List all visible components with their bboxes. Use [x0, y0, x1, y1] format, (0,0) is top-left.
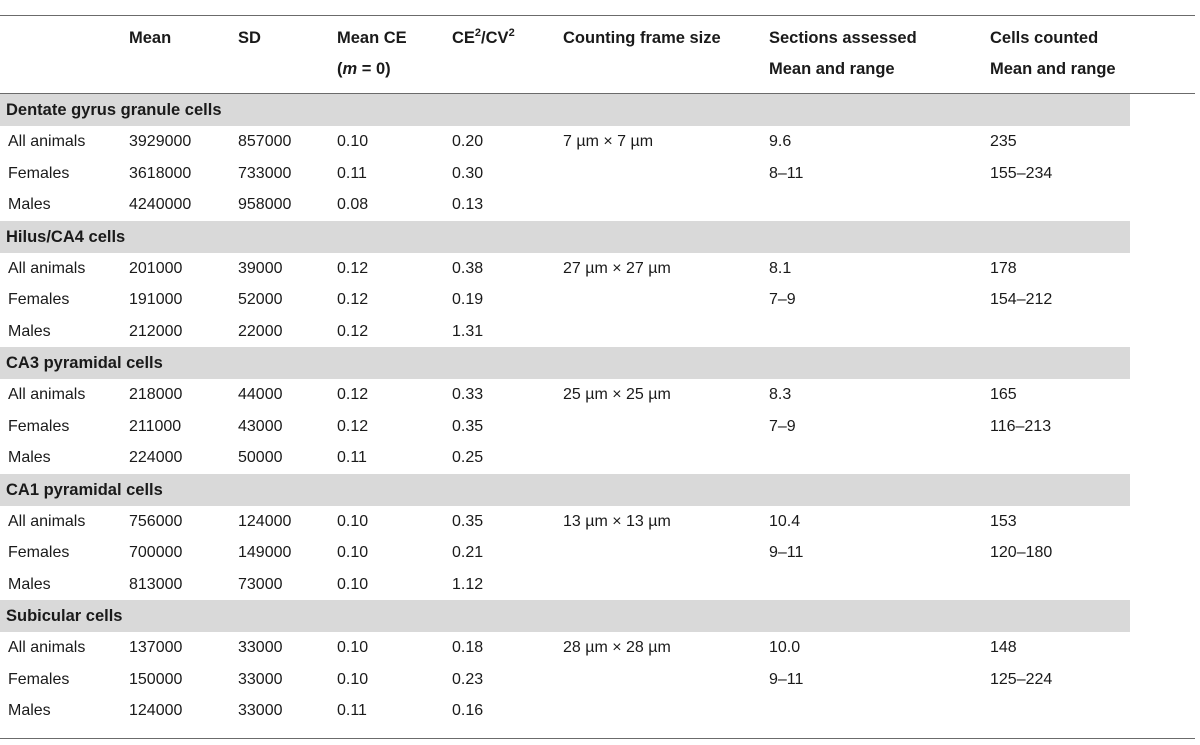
table-header [0, 16, 1195, 93]
sections-cell: 7–9 [769, 291, 796, 308]
mean-cell: 3929000 [129, 133, 192, 150]
mean-ce-cell: 0.10 [337, 639, 369, 656]
table-row [0, 379, 1195, 411]
cells-counted-cell: 120–180 [990, 544, 1053, 561]
cells-counted-cell: 165 [990, 386, 1017, 403]
header-cells [990, 23, 1116, 85]
row-label: Males [8, 322, 51, 340]
ce-cv-ratio-cell: 0.23 [452, 670, 484, 688]
row-label: Females [8, 670, 70, 688]
bottom-rule [0, 738, 1195, 739]
sd-cell: 33000 [238, 639, 283, 656]
sections-cell: 9–11 [769, 670, 804, 688]
cells-counted-cell: 148 [990, 639, 1017, 656]
group-title: Subicular cells [0, 600, 1130, 632]
ce-cv-ratio-cell: 0.25 [452, 449, 484, 466]
mean-cell: 224000 [129, 449, 183, 466]
mean-cell: 756000 [129, 512, 183, 530]
row-label: Females [8, 164, 70, 182]
header-mean-ce-rest: = 0) [357, 60, 391, 78]
header-mean-ce-line1: Mean CE [337, 29, 407, 47]
table-row [0, 158, 1195, 190]
ce-cv-ratio-cell: 0.13 [452, 196, 484, 213]
table-row [0, 506, 1195, 538]
mean-cell: 700000 [129, 544, 183, 561]
mean-ce-cell: 0.11 [337, 702, 367, 719]
header-mean-ce-var: m [342, 60, 358, 78]
mean-cell: 211000 [129, 417, 182, 435]
ce-cv-ratio-cell: 0.21 [452, 544, 484, 561]
row-label: Females [8, 417, 70, 435]
row-label: Males [8, 702, 51, 719]
table-row [0, 569, 1195, 601]
header-cv-part: /CV [481, 29, 509, 47]
mean-ce-cell: 0.12 [337, 417, 369, 435]
row-label: All animals [8, 259, 86, 277]
ce-cv-ratio-cell: 0.30 [452, 164, 484, 182]
sd-cell: 33000 [238, 702, 283, 719]
sd-cell: 43000 [238, 417, 283, 435]
sections-cell: 10.4 [769, 512, 801, 530]
sections-cell: 8.3 [769, 386, 792, 403]
table-row [0, 632, 1195, 664]
cells-counted-cell: 153 [990, 512, 1017, 530]
row-label: Females [8, 291, 70, 308]
mean-ce-cell: 0.12 [337, 259, 369, 277]
sd-cell: 52000 [238, 291, 283, 308]
row-label: All animals [8, 639, 86, 656]
header-ce-part: CE [452, 29, 475, 47]
header-mean: Mean [129, 29, 172, 47]
mean-cell: 4240000 [129, 196, 192, 213]
header-sections-line2: Mean and range [769, 60, 895, 78]
mean-ce-cell: 0.10 [337, 575, 369, 593]
mean-ce-cell: 0.11 [337, 449, 367, 466]
ce-cv-ratio-cell: 0.20 [452, 133, 484, 150]
row-label: All animals [8, 386, 86, 403]
mean-ce-cell: 0.10 [337, 512, 369, 530]
mean-ce-cell: 0.12 [337, 322, 369, 340]
group-title: CA1 pyramidal cells [0, 474, 1130, 506]
table-row [0, 316, 1195, 348]
sd-cell: 22000 [238, 322, 283, 340]
mean-ce-cell: 0.08 [337, 196, 369, 213]
sd-cell: 149000 [238, 544, 292, 561]
mean-ce-cell: 0.10 [337, 133, 369, 150]
cells-counted-cell: 154–212 [990, 291, 1053, 308]
table-row [0, 284, 1195, 316]
ce-cv-ratio-cell: 0.16 [452, 702, 484, 719]
sd-cell: 39000 [238, 259, 283, 277]
ce-cv-ratio-cell: 0.38 [452, 259, 484, 277]
sd-cell: 124000 [238, 512, 292, 530]
cells-counted-cell: 178 [990, 259, 1017, 277]
mean-cell: 3618000 [129, 164, 192, 182]
mean-cell: 137000 [129, 639, 183, 656]
sd-cell: 73000 [238, 575, 283, 593]
mean-ce-cell: 0.12 [337, 291, 369, 308]
row-label: Females [8, 544, 70, 561]
mean-cell: 191000 [129, 291, 183, 308]
ce-cv-ratio-cell: 0.19 [452, 291, 484, 308]
header-ce-cv-ratio [452, 23, 515, 54]
table-row [0, 253, 1195, 285]
table-row [0, 664, 1195, 696]
ce-cv-ratio-cell: 0.18 [452, 639, 484, 656]
mean-ce-cell: 0.10 [337, 670, 369, 688]
mean-ce-cell: 0.10 [337, 544, 369, 561]
row-label: Males [8, 449, 51, 466]
counting-frame-cell: 27 µm × 27 µm [563, 259, 671, 277]
mean-cell: 201000 [129, 259, 183, 277]
group-title: CA3 pyramidal cells [0, 347, 1130, 379]
header-sd: SD [238, 29, 261, 47]
row-label: All animals [8, 512, 86, 530]
cells-counted-cell: 125–224 [990, 670, 1053, 688]
sd-cell: 958000 [238, 196, 292, 213]
sections-cell: 8–11 [769, 164, 804, 182]
mean-cell: 212000 [129, 322, 183, 340]
sd-cell: 733000 [238, 164, 292, 182]
table-row [0, 126, 1195, 158]
mean-cell: 150000 [129, 670, 183, 688]
group-title: Hilus/CA4 cells [0, 221, 1130, 253]
mean-cell: 218000 [129, 386, 183, 403]
table-row [0, 537, 1195, 569]
table-row [0, 695, 1195, 727]
counting-frame-cell: 28 µm × 28 µm [563, 639, 671, 656]
header-cells-line2: Mean and range [990, 60, 1116, 78]
sections-cell: 10.0 [769, 639, 801, 656]
ce-cv-ratio-cell: 0.33 [452, 386, 484, 403]
sections-cell: 7–9 [769, 417, 796, 435]
sd-cell: 857000 [238, 133, 292, 150]
counting-frame-cell: 25 µm × 25 µm [563, 386, 671, 403]
sd-cell: 50000 [238, 449, 283, 466]
header-mean-ce [337, 23, 407, 85]
sections-cell: 9.6 [769, 133, 792, 150]
sd-cell: 33000 [238, 670, 283, 688]
mean-cell: 124000 [129, 702, 183, 719]
sd-cell: 44000 [238, 386, 283, 403]
row-label: Males [8, 196, 51, 213]
ce-cv-ratio-cell: 1.12 [452, 575, 484, 593]
row-label: Males [8, 575, 51, 593]
ce-cv-ratio-cell: 1.31 [452, 322, 484, 340]
mean-ce-cell: 0.12 [337, 386, 369, 403]
header-ce-exponent: 2 [474, 27, 482, 39]
mean-ce-cell: 0.11 [337, 164, 367, 182]
sections-cell: 8.1 [769, 259, 792, 277]
table-body [0, 94, 1195, 727]
sections-cell: 9–11 [769, 544, 804, 561]
header-counting-frame: Counting frame size [563, 29, 721, 47]
table-row [0, 442, 1195, 474]
header-sections-line1: Sections assessed [769, 29, 917, 47]
cells-counted-cell: 235 [990, 133, 1017, 150]
ce-cv-ratio-cell: 0.35 [452, 417, 484, 435]
counting-frame-cell: 7 µm × 7 µm [563, 133, 654, 150]
counting-frame-cell: 13 µm × 13 µm [563, 512, 671, 530]
header-cells-line1: Cells counted [990, 29, 1099, 47]
group-title: Dentate gyrus granule cells [0, 94, 1130, 126]
cells-counted-cell: 155–234 [990, 164, 1053, 182]
row-label: All animals [8, 133, 86, 150]
header-mean-ce-line2 [337, 54, 407, 85]
table-row [0, 411, 1195, 443]
header-cv-exponent: 2 [508, 27, 515, 39]
ce-cv-ratio-cell: 0.35 [452, 512, 484, 530]
table-row [0, 189, 1195, 221]
header-mean-ce-open: ( [337, 60, 343, 78]
cells-counted-cell: 116–213 [990, 417, 1052, 435]
header-sections [769, 23, 917, 85]
mean-cell: 813000 [129, 575, 183, 593]
